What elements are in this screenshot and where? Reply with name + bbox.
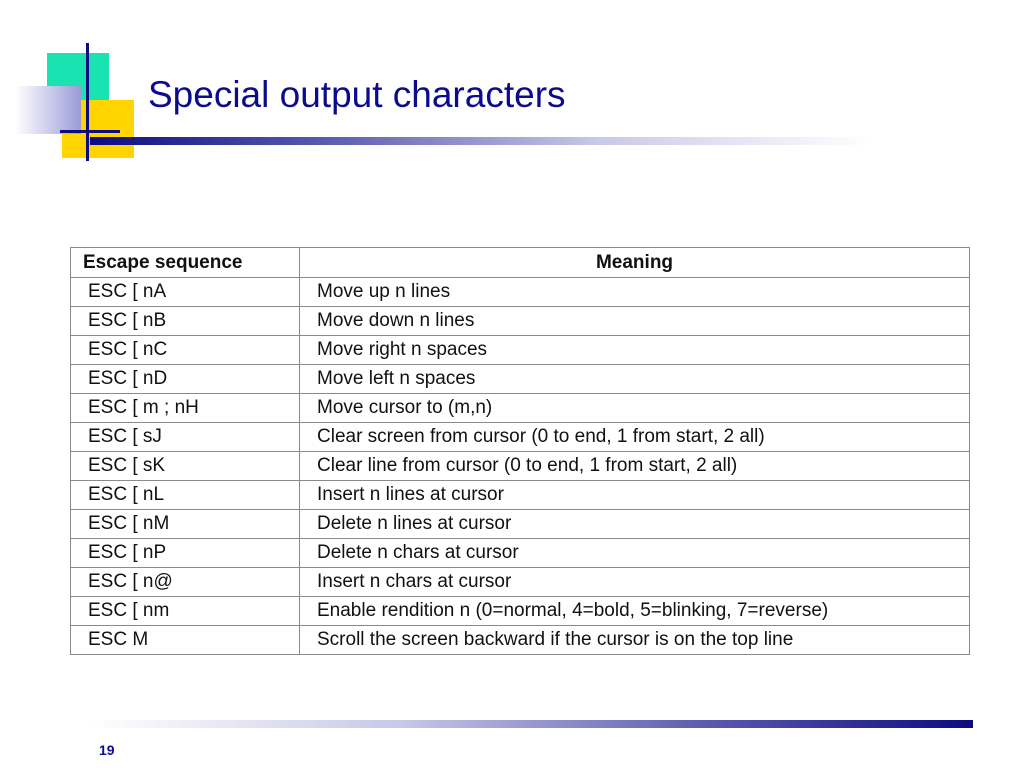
table-row <box>71 307 970 336</box>
escape-sequence-cell: ESC [ m ; nH <box>71 394 300 423</box>
table-row <box>71 626 970 655</box>
meaning-cell: Insert n chars at cursor <box>300 568 970 597</box>
table-row <box>71 452 970 481</box>
escape-sequence-cell: ESC [ nB <box>71 307 300 336</box>
table-row <box>71 539 970 568</box>
slide-title: Special output characters <box>148 74 566 115</box>
meaning-cell: Enable rendition n (0=normal, 4=bold, 5=blinking, 7=reverse) <box>300 597 970 626</box>
blue-gradient-square <box>15 86 81 134</box>
escape-sequence-cell: ESC [ nL <box>71 481 300 510</box>
escape-sequence-cell: ESC [ nD <box>71 365 300 394</box>
escape-sequence-cell: ESC [ nm <box>71 597 300 626</box>
escape-sequence-cell: ESC [ nA <box>71 278 300 307</box>
meaning-cell: Clear line from cursor (0 to end, 1 from start, 2 all) <box>300 452 970 481</box>
meaning-cell: Delete n lines at cursor <box>300 510 970 539</box>
header-meaning: Meaning <box>300 248 970 278</box>
title-underline-rule <box>90 137 870 145</box>
escape-sequence-cell: ESC [ nC <box>71 336 300 365</box>
table-row <box>71 365 970 394</box>
meaning-cell: Move cursor to (m,n) <box>300 394 970 423</box>
table-row <box>71 423 970 452</box>
table-row <box>71 394 970 423</box>
escape-sequence-cell: ESC [ sJ <box>71 423 300 452</box>
meaning-cell: Clear screen from cursor (0 to end, 1 from start, 2 all) <box>300 423 970 452</box>
table-row <box>71 597 970 626</box>
footer-rule <box>90 720 973 728</box>
meaning-cell: Insert n lines at cursor <box>300 481 970 510</box>
table-row <box>71 481 970 510</box>
meaning-cell: Move right n spaces <box>300 336 970 365</box>
vertical-accent-line <box>86 43 89 161</box>
meaning-cell: Move down n lines <box>300 307 970 336</box>
horizontal-accent-line <box>60 130 120 133</box>
escape-sequence-cell: ESC M <box>71 626 300 655</box>
meaning-cell: Move up n lines <box>300 278 970 307</box>
escape-sequence-cell: ESC [ nP <box>71 539 300 568</box>
escape-sequence-cell: ESC [ sK <box>71 452 300 481</box>
header-escape-sequence: Escape sequence <box>71 248 300 278</box>
escape-sequence-cell: ESC [ n@ <box>71 568 300 597</box>
table-row <box>71 336 970 365</box>
table-row <box>71 510 970 539</box>
meaning-cell: Move left n spaces <box>300 365 970 394</box>
page-number: 19 <box>99 742 115 758</box>
meaning-cell: Scroll the screen backward if the cursor is on the top line <box>300 626 970 655</box>
escape-sequence-cell: ESC [ nM <box>71 510 300 539</box>
meaning-cell: Delete n chars at cursor <box>300 539 970 568</box>
table-row <box>71 278 970 307</box>
table-row <box>71 568 970 597</box>
escape-sequence-table <box>70 247 970 655</box>
table-header-row <box>71 248 970 278</box>
